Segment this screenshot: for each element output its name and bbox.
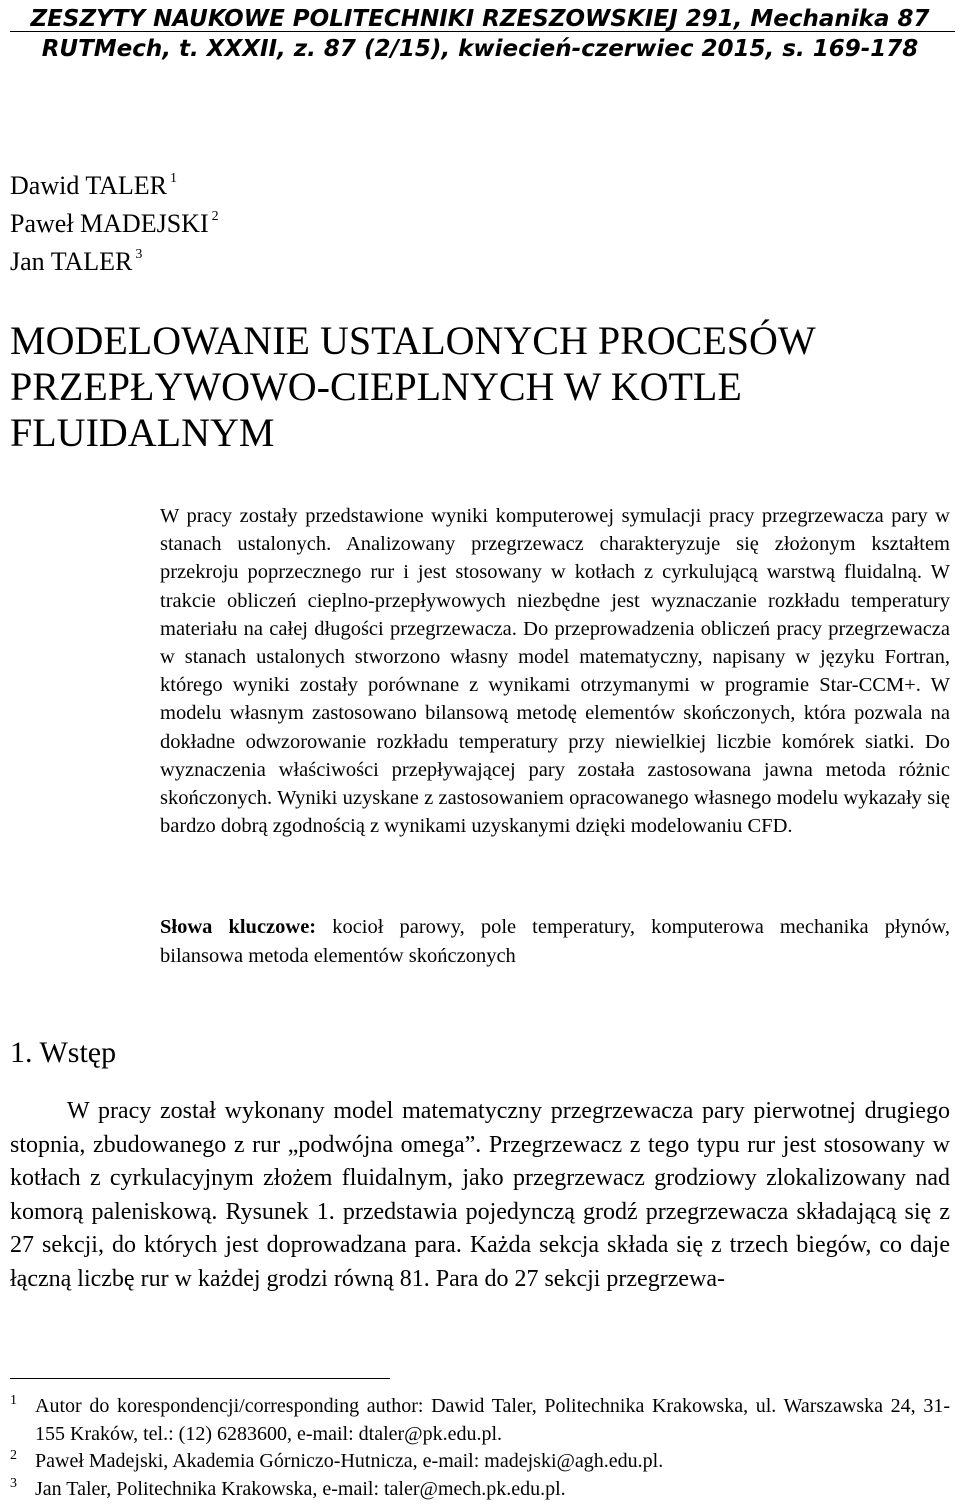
journal-header-line-2: RUTMech, t. XXXII, z. 87 (2/15), kwiecień-czerwiec 2015, s. 169-178	[41, 36, 919, 62]
footnote-text: Autor do korespondencji/corresponding author: Dawid Taler, Politechnika Krakowska, ul. Warszawska 24, 31-155 Kraków, tel.: (12) 6283600, e-mail: dtaler@pk.edu.pl.	[35, 1395, 950, 1445]
author	[10, 239, 219, 277]
author-name: Paweł MADEJSKI	[10, 209, 209, 238]
paper-title	[10, 318, 940, 456]
header-rule	[10, 31, 955, 32]
keywords-label: Słowa kluczowe:	[160, 916, 317, 938]
author-name: Jan TALER	[10, 247, 133, 276]
keywords	[160, 913, 950, 970]
author-name: Dawid TALER	[10, 171, 168, 200]
author	[10, 201, 219, 239]
footnotes	[10, 1393, 950, 1503]
keywords-text: kocioł parowy, pole temperatury, komputerowa mechanika płynów, bilansowa metoda elementów skończonych	[160, 916, 950, 967]
author	[10, 163, 219, 201]
footnote	[10, 1448, 950, 1476]
footnote-text: Jan Taler, Politechnika Krakowska, e-mail: taler@mech.pk.edu.pl.	[35, 1477, 566, 1500]
footnote-rule	[10, 1378, 390, 1379]
author-footnote-ref: 1	[170, 171, 178, 186]
section-heading: 1. Wstęp	[10, 1036, 117, 1069]
footnote-number: 3	[10, 1475, 17, 1491]
intro-paragraph: W pracy został wykonany model matematyczny przegrzewacza pary pierwotnej drugiego stopnia, zbudowanego z rur „podwójna omega”. Przegrzewacz z tego typu rur jest stosowany w kotłach z cyrkulacyjnym złożem fluidalnym, jako przegrzewacz grodziowy zlokalizowany nad komorą paleniskową. Rysunek 1. przedstawia pojedynczą grodź przegrzewacza składającą się z 27 sekcji, do których jest doprowadzana para. Każda sekcja składa się z trzech biegów, co daje łączną liczbę rur w każdej grodzi równą 81. Para do 27 sekcji przegrzewa-	[10, 1098, 950, 1292]
author-list	[10, 163, 219, 277]
title-line: FLUIDALNYM	[10, 410, 275, 455]
abstract: W pracy zostały przedstawione wyniki komputerowej symulacji pracy przegrzewacza pary w stanach ustalonych. Analizowany przegrzewacz charakteryzuje się złożonym kształtem przekroju poprzecznego rur i jest stosowany w kotłach z cyrkulującą warstwą fluidalną. W trakcie obliczeń cieplno-przepływowych niezbędne jest wyznaczanie rozkładu temperatury materiału na całej długości przegrzewacza. Do przeprowadzenia obliczeń pracy przegrzewacza w stanach ustalonych stworzono własny model matematyczny, napisany w języku Fortran, którego wyniki zostały porównane z wynikami otrzymanymi w programie Star-CCM+. W modelu własnym zastosowano bilansową metodę elementów skończonych, która pozwala na dokładne odwzorowanie rozkładu temperatury przy niewielkiej liczbie komórek siatki. Do wyznaczenia właściwości przepływającej pary została zastosowana jawna metoda różnic skończonych. Wyniki uzyskane z zastosowaniem opracowanego własnego modelu wykazały się bardzo dobrą zgodnością z wynikami uzyskanymi dzięki modelowaniu CFD.	[160, 505, 950, 838]
journal-header-line-1: ZESZYTY NAUKOWE POLITECHNIKI RZESZOWSKIEJ 291, Mechanika 87	[30, 6, 930, 32]
author-footnote-ref: 3	[135, 247, 143, 262]
footnote	[10, 1476, 950, 1504]
footnote-text: Paweł Madejski, Akademia Górniczo-Hutnicza, e-mail: madejski@agh.edu.pl.	[35, 1450, 664, 1472]
title-line: PRZEPŁYWOWO-CIEPLNYCH W KOTLE	[10, 364, 742, 409]
title-line: MODELOWANIE USTALONYCH PROCESÓW	[10, 318, 816, 363]
footnote-number: 2	[10, 1448, 17, 1463]
footnote-number: 1	[10, 1393, 17, 1408]
footnote	[10, 1393, 950, 1448]
author-footnote-ref: 2	[211, 209, 219, 224]
